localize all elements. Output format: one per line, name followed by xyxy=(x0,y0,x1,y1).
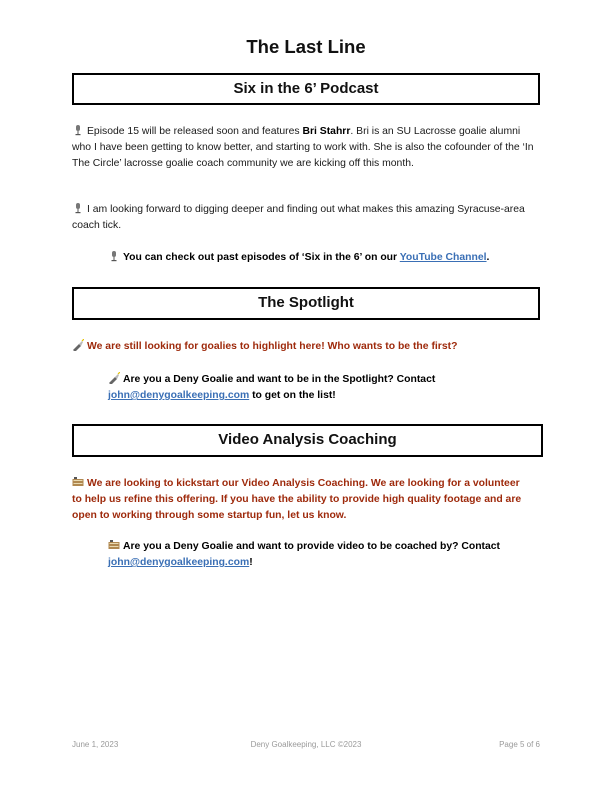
guest-name: Bri Stahrr xyxy=(302,126,351,137)
film-projector-icon xyxy=(108,539,120,551)
section-heading-video xyxy=(72,424,543,457)
section-heading-spotlight-label: The Spotlight xyxy=(258,294,354,311)
microphone-icon xyxy=(72,124,84,136)
podcast-paragraph-1: Episode 15 will be released soon and features Bri Stahrr. Bri is an SU Lacrosse goalie alumni who I have been getting to know better, and starting to work with. She is also the cofounder of the ‘In The Circle’ lacrosse goalie coach community we are kicking off this month. xyxy=(72,126,534,169)
video-line-2: Are you a Deny Goalie and want to provide video to be coached by? Contact john@denygoalkeeping.com! xyxy=(108,541,501,568)
youtube-channel-link[interactable]: YouTube Channel xyxy=(399,252,487,263)
section-heading-spotlight xyxy=(72,287,540,320)
section-heading-podcast xyxy=(72,73,540,105)
film-projector-icon xyxy=(72,476,84,488)
video-email-link[interactable]: john@denygoalkeeping.com xyxy=(108,557,250,568)
podcast-paragraph-2: I am looking forward to digging deeper and finding out what makes this amazing Syracuse-area coach tick. xyxy=(72,204,525,231)
spotlight-line-1: We are still looking for goalies to highlight here! Who wants to be the first? xyxy=(72,339,540,355)
flashlight-icon xyxy=(72,339,84,351)
spotlight-line-2: Are you a Deny Goalie and want to be in the Spotlight? Contact john@denygoalkeeping.com to get on the list! xyxy=(108,374,436,401)
section-heading-video-label: Video Analysis Coaching xyxy=(218,431,397,448)
video-line-1: We are looking to kickstart our Video Analysis Coaching. We are looking for a volunteer to help us refine this offering. If you have the ability to provide high quality footage and are open to working through some startup fun, let us know. xyxy=(72,478,522,521)
footer-date: June 1, 2023 xyxy=(72,740,119,749)
page-title: The Last Line xyxy=(246,36,366,57)
microphone-icon xyxy=(72,202,84,214)
microphone-icon xyxy=(108,250,120,262)
podcast-paragraph-3: You can check out past episodes of ‘Six in the 6’ on our YouTube Channel. xyxy=(108,250,548,266)
flashlight-icon xyxy=(108,372,120,384)
section-heading-podcast-label: Six in the 6’ Podcast xyxy=(233,80,379,97)
footer-company: Deny Goalkeeping, LLC ©2023 xyxy=(250,740,362,749)
footer-page-number: Page 5 of 6 xyxy=(499,740,540,749)
spotlight-email-link[interactable]: john@denygoalkeeping.com xyxy=(108,390,250,401)
